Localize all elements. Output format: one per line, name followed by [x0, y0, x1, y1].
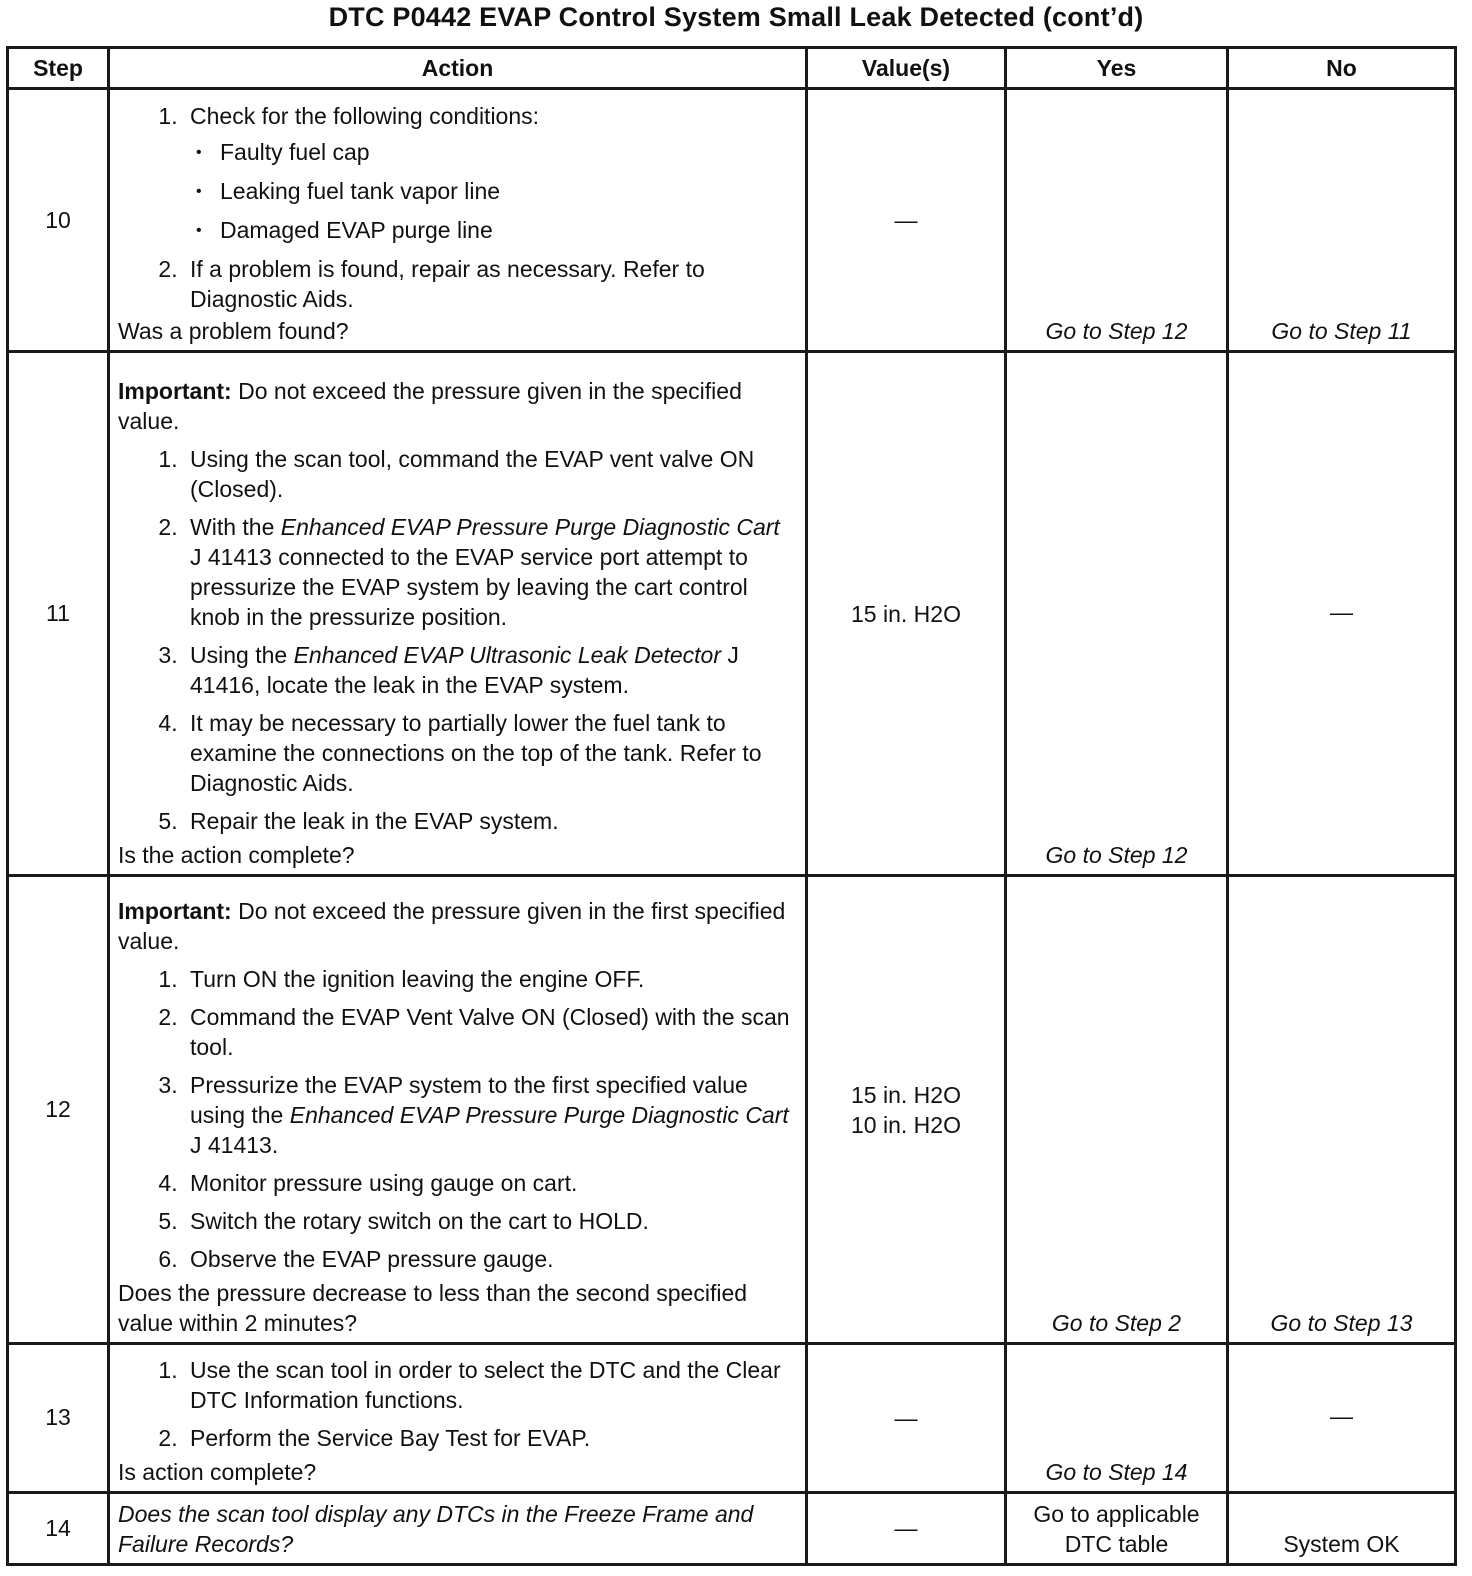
value-cell: — — [807, 1492, 1006, 1564]
action-item-text: Using the — [190, 642, 294, 669]
value-line: 15 in. H2O — [851, 1081, 961, 1108]
action-question: Does the scan tool display any DTCs in the Freeze Frame and Failure Records? — [118, 1501, 754, 1557]
step-number: 12 — [8, 876, 109, 1344]
action-item: 4. Monitor pressure using gauge on cart. — [184, 1168, 797, 1198]
value-cell: — — [807, 1344, 1006, 1493]
action-item-text: Check for the following conditions: — [190, 103, 540, 130]
step-number: 11 — [8, 352, 109, 876]
value-cell: 15 in. H2O — [807, 352, 1006, 876]
no-cell: Go to Step 11 — [1228, 89, 1456, 352]
yes-cell: Go to applicable DTC table — [1006, 1492, 1228, 1564]
action-item: 1. Turn ON the ignition leaving the engine OFF. — [184, 964, 797, 994]
page-title: DTC P0442 EVAP Control System Small Leak Detected (cont’d) — [328, 2, 1144, 32]
table-row-step-10 — [8, 89, 1456, 352]
header-step: Step — [8, 48, 109, 89]
step-number: 10 — [8, 89, 109, 352]
action-item — [184, 512, 797, 632]
value-cell — [807, 876, 1006, 1344]
action-item: 2. If a problem is found, repair as necessary. Refer to Diagnostic Aids. — [184, 254, 797, 314]
diagnostic-table — [6, 46, 1457, 1566]
action-item: 2. Command the EVAP Vent Valve ON (Closed) with the scan tool. — [184, 1002, 797, 1062]
tool-name: Enhanced EVAP Pressure Purge Diagnostic Cart — [280, 514, 780, 541]
important-text: Do not exceed the pressure given in the first specified value. — [118, 898, 786, 955]
important-note — [118, 896, 797, 956]
action-item — [184, 101, 797, 246]
table-row-step-12 — [8, 876, 1456, 1344]
important-note — [118, 376, 797, 436]
action-item: 5. Switch the rotary switch on the cart to HOLD. — [184, 1206, 797, 1236]
value-line: 10 in. H2O — [851, 1111, 961, 1138]
no-cell: — — [1228, 1344, 1456, 1493]
action-item-text: Pressurize the EVAP system to the first specified value using the — [190, 1072, 748, 1129]
action-item: 5. Repair the leak in the EVAP system. — [184, 806, 797, 836]
value-cell: — — [807, 89, 1006, 352]
no-cell: System OK — [1228, 1492, 1456, 1564]
header-no: No — [1228, 48, 1456, 89]
table-row-step-14 — [8, 1492, 1456, 1564]
action-item-text: J 41416, locate the leak in the EVAP system. — [190, 642, 739, 699]
tool-id: J 41413 — [190, 544, 279, 571]
action-cell — [109, 352, 807, 876]
no-cell: Go to Step 13 — [1228, 876, 1456, 1344]
step-number: 13 — [8, 1344, 109, 1493]
action-item: 2. Perform the Service Bay Test for EVAP. — [184, 1423, 797, 1453]
action-cell — [109, 1344, 807, 1493]
action-cell — [109, 876, 807, 1344]
action-question: Was a problem found? — [118, 318, 349, 345]
action-item-text: connected to the EVAP service port attempt to pressurize the EVAP system by leaving the cart control knob in the pressurize position. — [190, 544, 748, 631]
action-item: 4. It may be necessary to partially lower the fuel tank to examine the connections on the top of the tank. Refer to Diagnostic Aids. — [184, 708, 797, 798]
action-item-text: With the — [190, 514, 281, 541]
action-item-text: J 41413. — [190, 1132, 279, 1159]
yes-cell: Go to Step 12 — [1006, 89, 1228, 352]
action-item — [184, 640, 797, 700]
step-number: 14 — [8, 1492, 109, 1564]
action-item: 1. Using the scan tool, command the EVAP vent valve ON (Closed). — [184, 444, 797, 504]
action-question: Is the action complete? — [118, 842, 355, 869]
action-item: 6. Observe the EVAP pressure gauge. — [184, 1244, 797, 1274]
yes-cell: Go to Step 14 — [1006, 1344, 1228, 1493]
action-item: 1. Use the scan tool in order to select the DTC and the Clear DTC Information functions. — [184, 1355, 797, 1415]
bullet-item: • Leaking fuel tank vapor line — [220, 176, 797, 207]
bullet-item: • Faulty fuel cap — [220, 137, 797, 168]
tool-name: Enhanced EVAP Ultrasonic Leak Detector — [293, 642, 722, 669]
header-yes: Yes — [1006, 48, 1228, 89]
no-cell: — — [1228, 352, 1456, 876]
important-text: Do not exceed the pressure given in the specified value. — [118, 378, 742, 435]
action-question: Is action complete? — [118, 1458, 317, 1485]
yes-cell: Go to Step 12 — [1006, 352, 1228, 876]
action-cell — [109, 89, 807, 352]
action-item — [184, 1070, 797, 1160]
action-cell — [109, 1492, 807, 1564]
header-action: Action — [109, 48, 807, 89]
header-values: Value(s) — [807, 48, 1006, 89]
table-row-step-11 — [8, 352, 1456, 876]
important-label: Important: — [118, 898, 232, 925]
important-label: Important: — [118, 378, 232, 405]
table-row-step-13 — [8, 1344, 1456, 1493]
yes-cell: Go to Step 2 — [1006, 876, 1228, 1344]
bullet-item: • Damaged EVAP purge line — [220, 215, 797, 246]
table-header-row — [8, 48, 1456, 89]
action-question: Does the pressure decrease to less than the second specified value within 2 minutes? — [118, 1280, 748, 1337]
tool-name: Enhanced EVAP Pressure Purge Diagnostic Cart — [289, 1102, 789, 1129]
